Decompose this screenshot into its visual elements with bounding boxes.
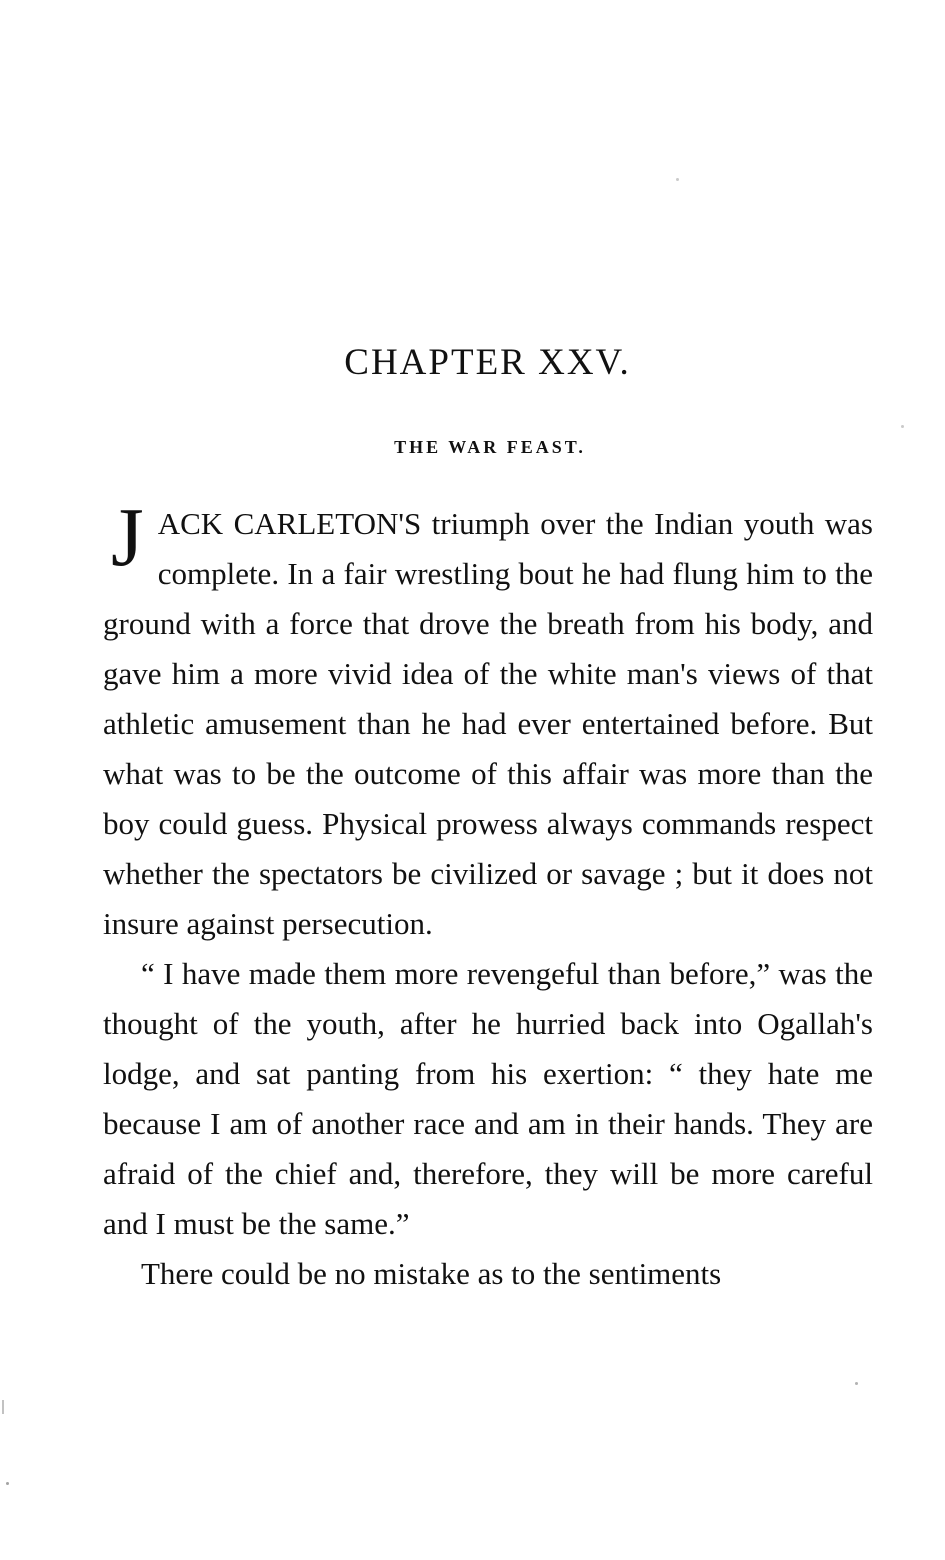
chapter-body	[103, 491, 873, 1299]
paragraph-1-text: ACK CARLETON'S triumph over the Indian youth was complete. In a fair wrestling bout he had flung him to the ground with a force that drove the breath from his body, and gave him a more vivid idea of the white man's views of that athletic amusement than he had ever entertained before. But what was to be the outcome of this affair was more than the boy could guess. Physical prowess always commands respect whether the spectators be civilized or savage ; but it does not insure against persecution.	[103, 506, 873, 941]
paper-speck	[676, 178, 679, 181]
paper-speck	[901, 425, 904, 428]
drop-cap-initial: J	[111, 491, 144, 584]
paragraph-2: “ I have made them more revengeful than before,” was the thought of the youth, after he hurried back into Ogallah's lodge, and sat panting from his exertion: “ they hate me because I am of another race and am in their hands. They are afraid of the chief and, therefore, they will be more careful and I must be the same.”	[103, 956, 873, 1241]
chapter-subtitle: THE WAR FEAST.	[394, 437, 586, 457]
paragraph-3: There could be no mistake as to the sentiments	[141, 1256, 722, 1291]
paper-speck	[6, 1482, 9, 1485]
chapter-heading: CHAPTER XXV.	[344, 342, 631, 383]
paragraph-1	[103, 491, 873, 949]
scan-edge-mark	[2, 1400, 4, 1414]
paper-speck	[855, 1382, 858, 1385]
